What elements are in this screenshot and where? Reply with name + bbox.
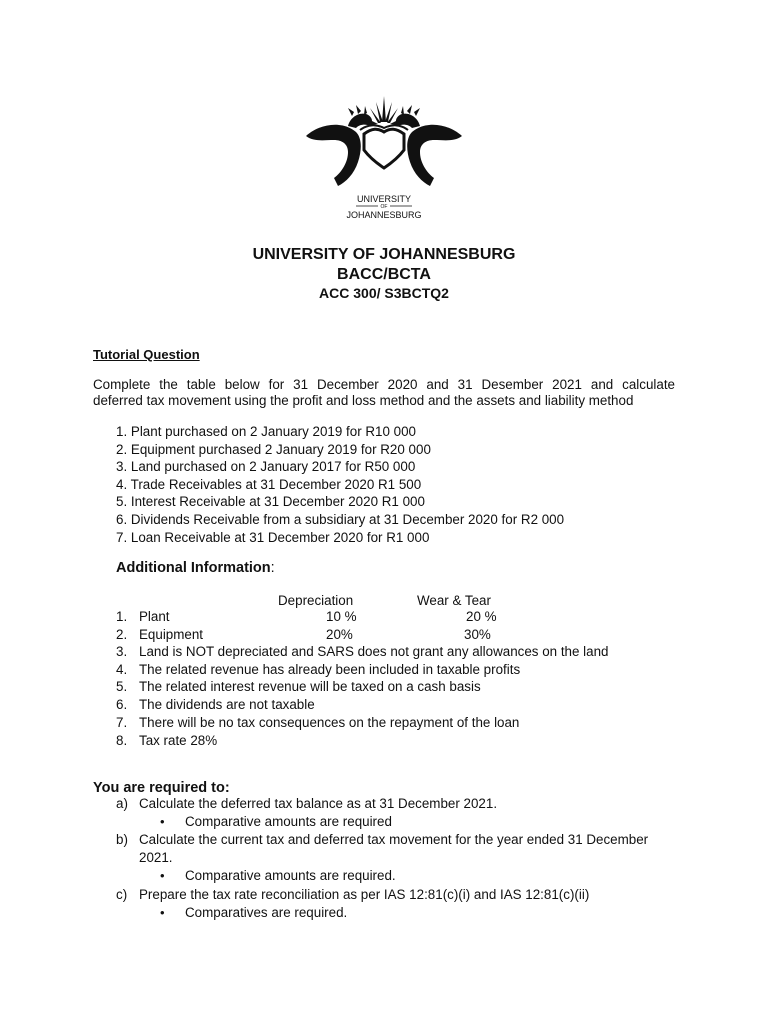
- equipment-wear-tear: 30%: [464, 627, 491, 642]
- page-subtitle: BACC/BCTA: [337, 266, 431, 283]
- required-heading: You are required to:: [93, 780, 230, 796]
- intro-line-1: Complete the table below for 31 December 2020 and 31 Desember 2021 and calculate: [93, 377, 675, 392]
- logo-caption-1: UNIVERSITY: [356, 194, 412, 204]
- equipment-depreciation: 20%: [326, 627, 353, 642]
- list-item: 2. Equipment purchased 2 January 2019 for R20 000: [116, 442, 431, 457]
- list-item: 1. Plant purchased on 2 January 2019 for R10 000: [116, 424, 417, 439]
- university-logo: [304, 94, 464, 224]
- logo-caption-3: JOHANNESBURG: [346, 210, 422, 220]
- page-title: UNIVERSITY OF JOHANNESBURG: [252, 246, 516, 263]
- list-item: 4. Trade Receivables at 31 December 2020 R1 500: [116, 477, 422, 492]
- intro-paragraph: [93, 377, 675, 409]
- wear-tear-column-header: Wear & Tear: [417, 593, 491, 608]
- crest-icon: [304, 94, 464, 224]
- additional-info-heading: Additional Information:: [116, 560, 275, 576]
- list-item: 6. Dividends Receivable from a subsidiary at 31 December 2020 for R2 000: [116, 512, 565, 527]
- list-item: 7. Loan Receivable at 31 December 2020 for R1 000: [116, 530, 430, 545]
- list-item: 3. Land purchased on 2 January 2017 for R50 000: [116, 459, 416, 474]
- course-code: ACC 300/ S3BCTQ2: [319, 285, 449, 301]
- logo-caption-2: OF: [380, 204, 388, 210]
- list-item: 5. Interest Receivable at 31 December 2020 R1 000: [116, 494, 425, 509]
- plant-wear-tear: 20 %: [466, 609, 497, 624]
- plant-depreciation: 10 %: [326, 609, 357, 624]
- section-heading: Tutorial Question: [93, 347, 200, 362]
- depreciation-column-header: Depreciation: [278, 593, 354, 608]
- intro-line-2: deferred tax movement using the profit and loss method and the assets and liability method: [93, 393, 634, 408]
